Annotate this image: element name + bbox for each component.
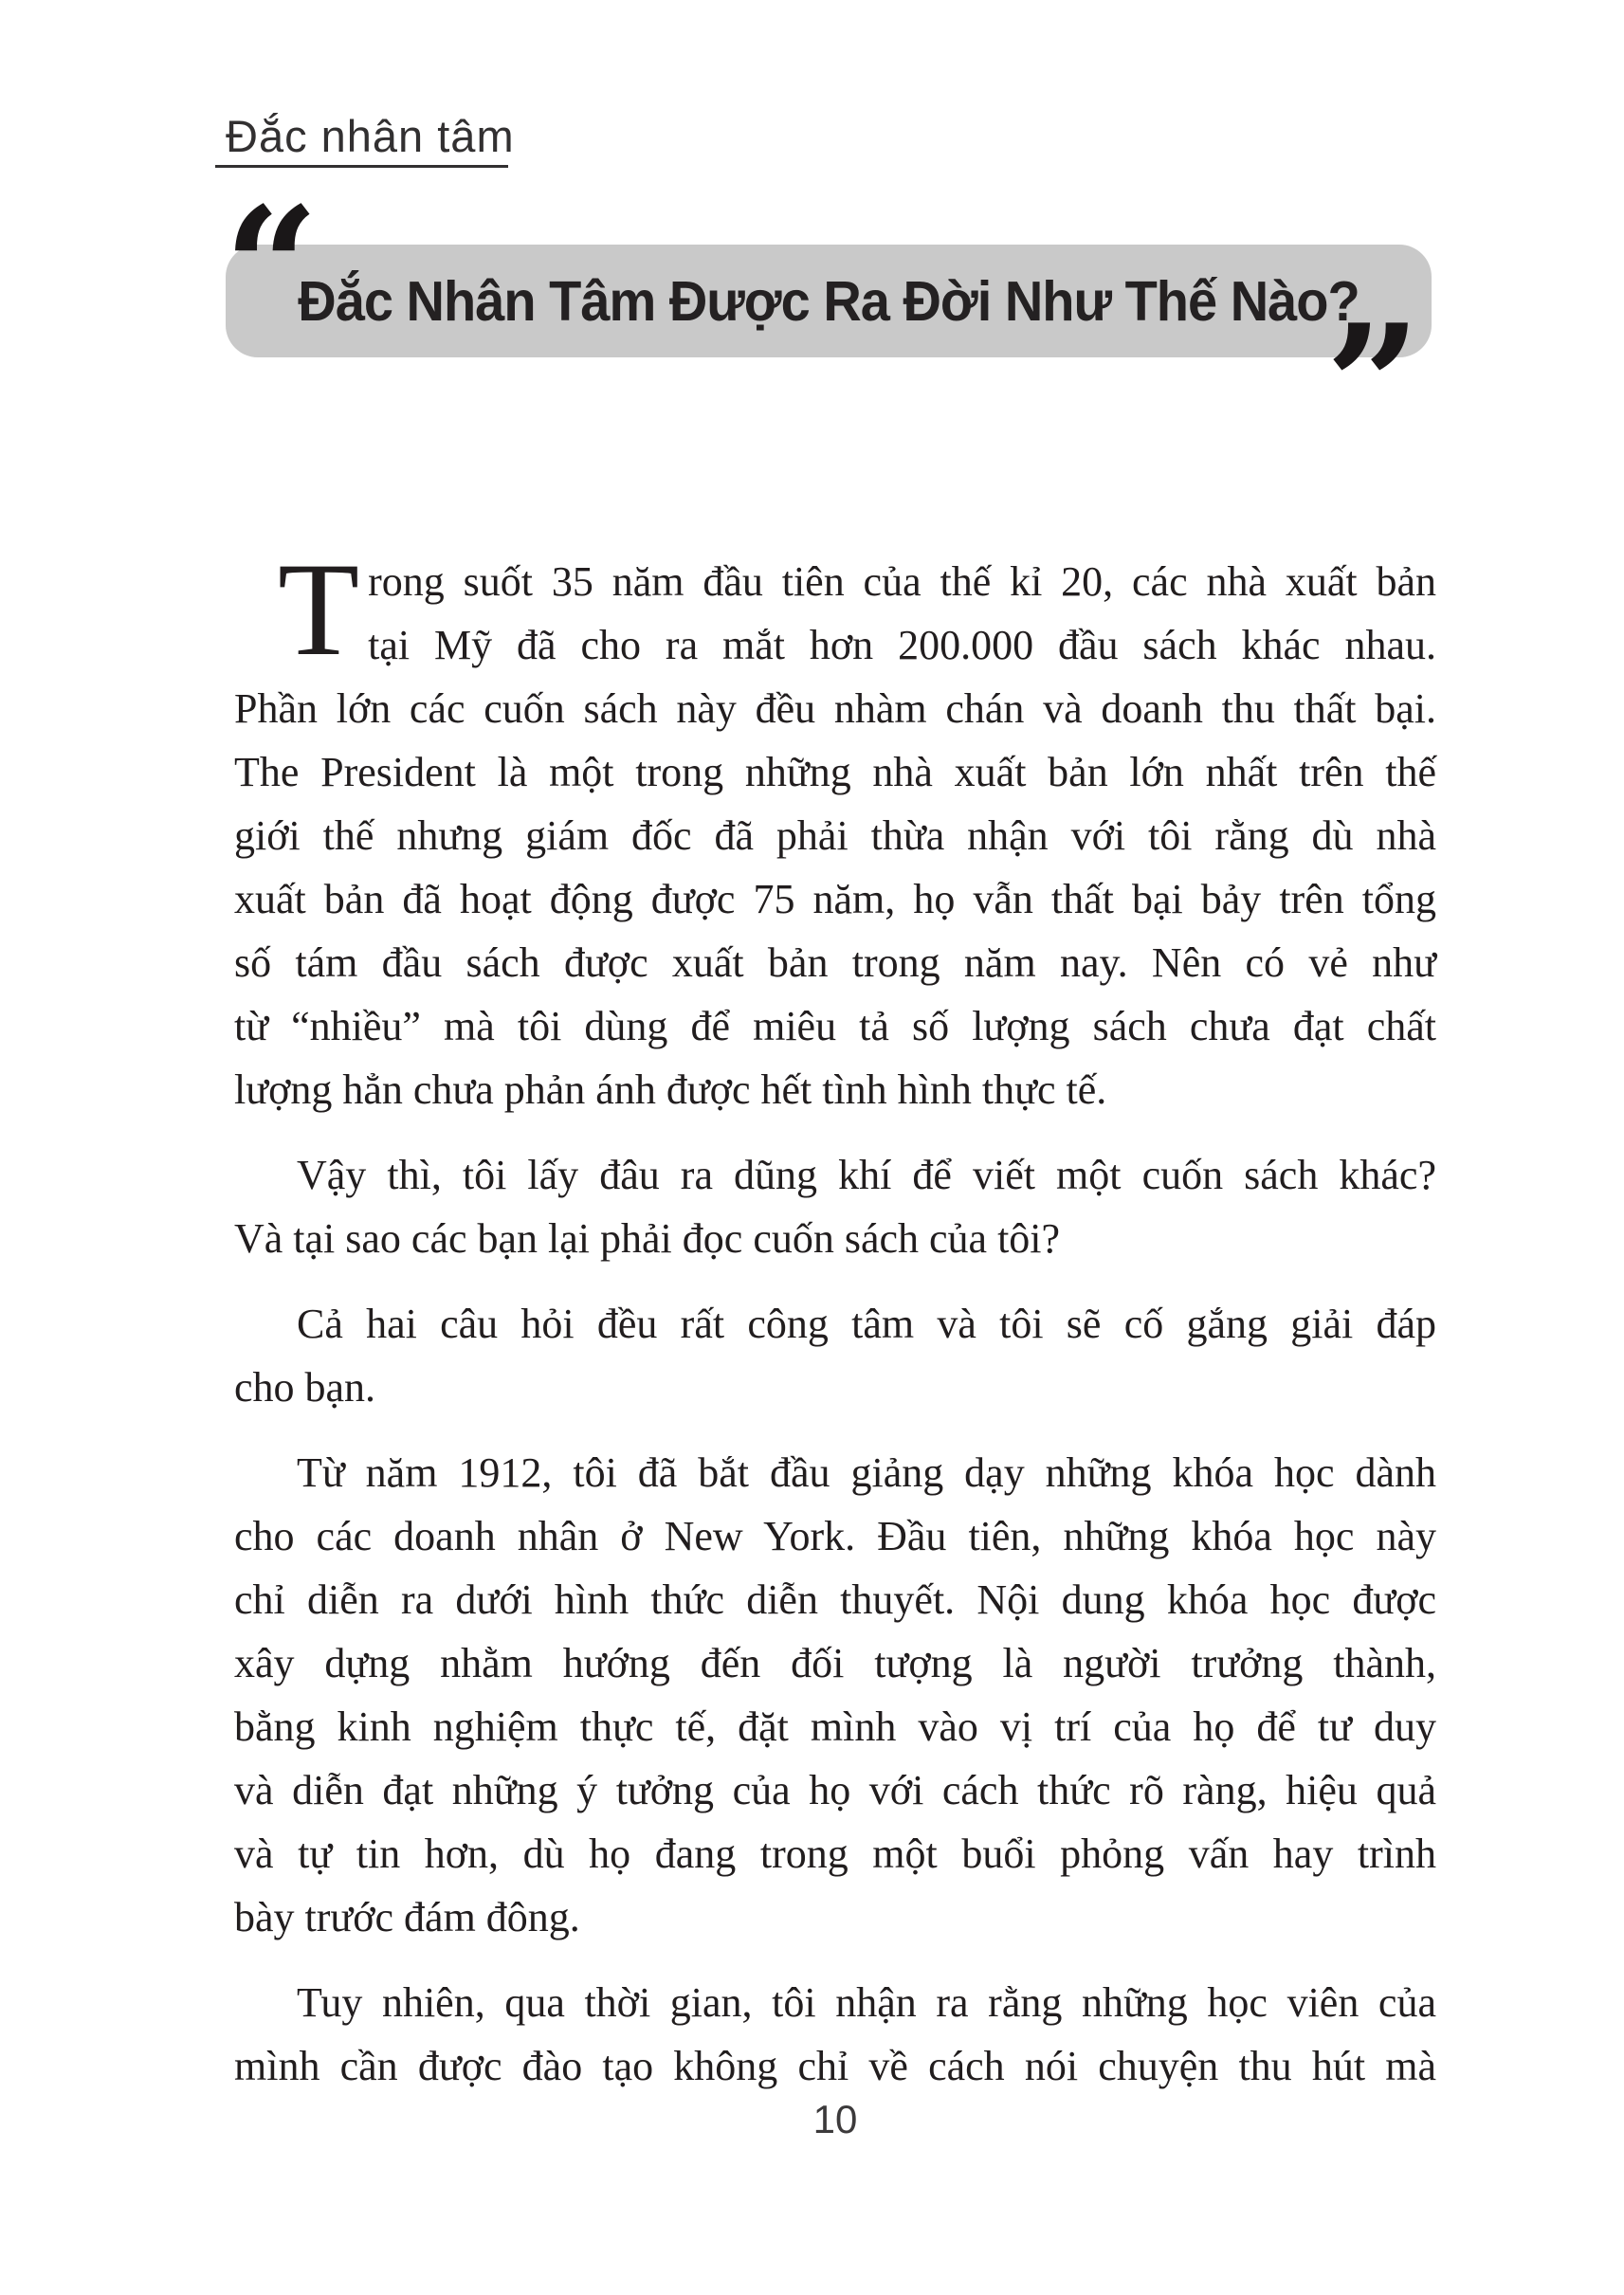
text-line: bày trước đám đông. bbox=[234, 1894, 580, 1940]
page-number: 10 bbox=[812, 2097, 858, 2141]
chapter-title-banner bbox=[226, 245, 1432, 357]
text-line: mình cần được đào tạo không chỉ về cách nói chuyện thu hút mà bbox=[234, 2043, 1436, 2089]
running-head: Đắc nhân tâm bbox=[226, 111, 515, 161]
text-line: số tám đầu sách được xuất bản trong năm nay. Nên có vẻ như bbox=[234, 939, 1436, 986]
text-line: lượng hẳn chưa phản ánh được hết tình hình thực tế. bbox=[234, 1066, 1107, 1113]
paragraph bbox=[234, 536, 1436, 1121]
open-quote-icon: “ bbox=[224, 172, 319, 366]
paragraph bbox=[234, 1441, 1436, 1949]
chapter-title: Đắc Nhân Tâm Được Ra Đời Như Thế Nào? bbox=[298, 269, 1359, 333]
drop-cap: T bbox=[278, 536, 360, 683]
text-line: Và tại sao các bạn lại phải đọc cuốn sách của tôi? bbox=[234, 1215, 1061, 1262]
text-line: từ “nhiều” mà tôi dùng để miêu tả số lượng sách chưa đạt chất bbox=[234, 1003, 1436, 1049]
text-line: Từ năm 1912, tôi đã bắt đầu giảng dạy những khóa học dành bbox=[297, 1449, 1436, 1496]
paragraph bbox=[234, 1292, 1436, 1419]
text-line: giới thế nhưng giám đốc đã phải thừa nhận với tôi rằng dù nhà bbox=[234, 812, 1436, 859]
body-text bbox=[234, 536, 1436, 2098]
running-head-rule bbox=[215, 165, 508, 168]
paragraph bbox=[234, 1971, 1436, 2098]
text-line: xây dựng nhằm hướng đến đối tượng là người trưởng thành, bbox=[234, 1640, 1436, 1686]
text-line: chỉ diễn ra dưới hình thức diễn thuyết. Nội dung khóa học được bbox=[234, 1576, 1436, 1623]
text-line: bằng kinh nghiệm thực tế, đặt mình vào vị trí của họ để tư duy bbox=[234, 1703, 1436, 1750]
text-line: cho các doanh nhân ở New York. Đầu tiên, những khóa học này bbox=[234, 1513, 1436, 1559]
paragraph bbox=[234, 1143, 1436, 1270]
text-line: xuất bản đã hoạt động được 75 năm, họ vẫn thất bại bảy trên tổng bbox=[234, 876, 1436, 922]
text-line: và diễn đạt những ý tưởng của họ với cách thức rõ ràng, hiệu quả bbox=[234, 1767, 1436, 1813]
text-line: Vậy thì, tôi lấy đâu ra dũng khí để viết một cuốn sách khác? bbox=[297, 1152, 1436, 1198]
text-line: Phần lớn các cuốn sách này đều nhàm chán và doanh thu thất bại. bbox=[234, 685, 1436, 732]
text-line: The President là một trong những nhà xuất bản lớn nhất trên thế bbox=[234, 749, 1436, 795]
text-line: cho bạn. bbox=[234, 1364, 376, 1411]
text-line: Cả hai câu hỏi đều rất công tâm và tôi sẽ cố gắng giải đáp bbox=[297, 1301, 1436, 1347]
text-line: và tự tin hơn, dù họ đang trong một buổi phỏng vấn hay trình bbox=[234, 1831, 1436, 1877]
text-line: rong suốt 35 năm đầu tiên của thế kỉ 20, các nhà xuất bản bbox=[368, 558, 1436, 605]
text-line: Tuy nhiên, qua thời gian, tôi nhận ra rằng những học viên của bbox=[297, 1979, 1436, 2026]
text-line: tại Mỹ đã cho ra mắt hơn 200.000 đầu sách khác nhau. bbox=[368, 622, 1436, 668]
close-quote-icon: ” bbox=[1325, 289, 1421, 483]
